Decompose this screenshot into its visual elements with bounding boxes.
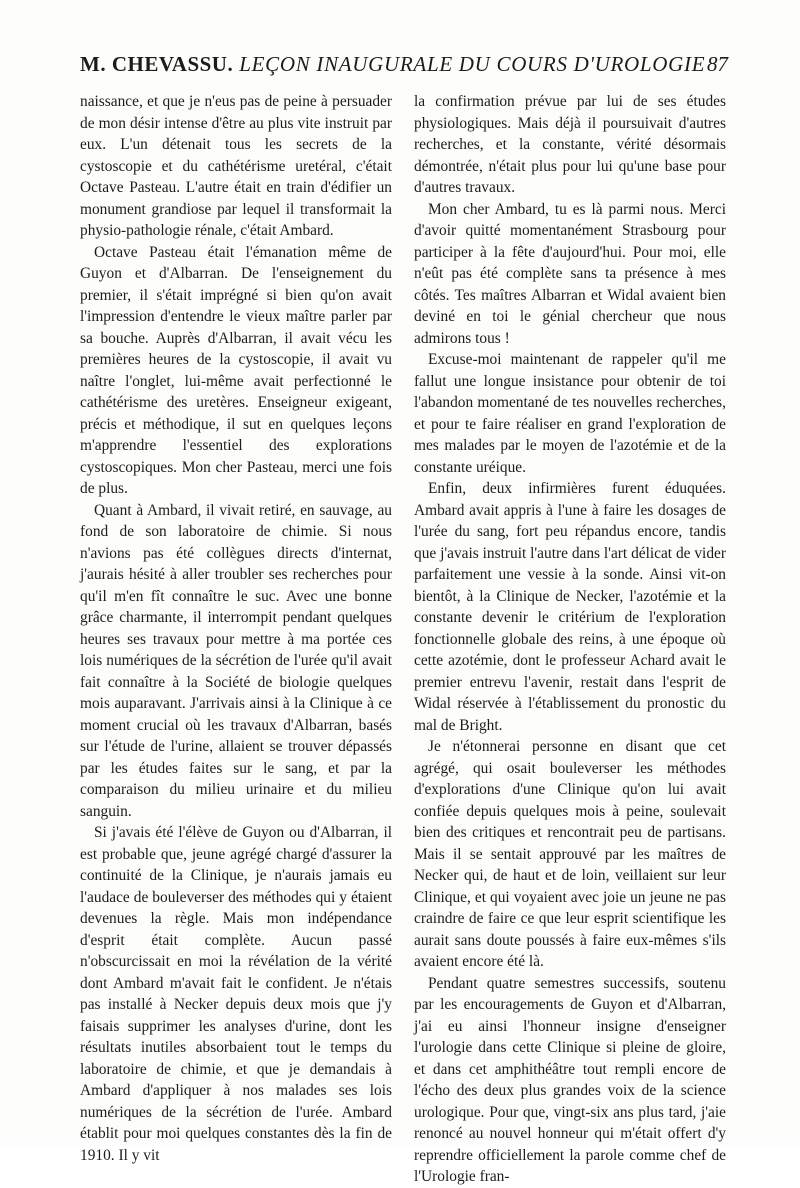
paragraph: la confirmation prévue par lui de ses études physiologiques. Mais déjà il poursuivait d'autres recherches, et la constante, vérité désormais démontrée, n'était plus pour lui qu'une base pour d'autres travaux. [414, 93, 726, 196]
left-column [80, 91, 392, 1164]
header-title: LEÇON INAUGURALE DU COURS D'UROLOGIE [239, 52, 706, 76]
paragraph: Enfin, deux infirmières furent éduquées. Ambard avait appris à l'une à faire les dosages de l'urée du sang, fort peu répandus encore, tandis que j'avais instruit l'autre dans l'art délicat de vider parfaitement une vessie à la sonde. Ainsi vit-on bientôt, à la Clinique de Necker, l'azotémie et la constante devenir le critérium de l'exploration fonctionnelle globale des reins, à une époque où cette azotémie, dont le professeur Achard avait le premier entrevu l'avenir, restait dans l'esprit de Widal réservée à l'établissement du pronostic du mal de Bright. [414, 480, 726, 734]
paragraph: Mon cher Ambard, tu es là parmi nous. Merci d'avoir quitté momentanément Strasbourg pour participer à la fête d'aujourd'hui. Pour moi, elle n'eût pas été complète sans ta présence à mes côtés. Tes maîtres Albarran et Widal avaient bien deviné en toi le génial chercheur que nous admirons tous ! [414, 200, 726, 347]
paragraph: Je n'étonnerai personne en disant que cet agrégé, qui osait bouleverser les méthodes d'explorations d'une Clinique qu'on lui avait confiée depuis quelques mois à peine, soulevait bien des critiques et rencontrait peu de partisans. Mais il se sentait approuvé par les maîtres de Necker qui, de haut et de loin, veillaient sur leur Clinique, et qui voyaient avec joie un jeune ne pas craindre de faire ce que leur esprit scientifique les aurait sans doute poussés à faire eux-mêmes s'ils avaient encore été là. [414, 738, 726, 970]
paragraph: Excuse-moi maintenant de rappeler qu'il me fallut une longue insistance pour obtenir de toi l'abandon momentané de tes nouvelles recherches, et pour te faire réaliser en grand l'exploration de mes malades par le moyen de l'azotémie et de la constante uréique. [414, 351, 726, 476]
paragraph: Octave Pasteau était l'émanation même de Guyon et d'Albarran. De l'enseignement du premier, il s'était imprégné si bien qu'on avait l'impression d'entendre le vieux maître parler par sa bouche. Auprès d'Albarran, il avait vécu les premières heures de la cystoscopie, il avait vu naître l'onglet, lui-même avait perfectionné le cathétérisme des uretères. Enseigneur exigeant, précis et méthodique, il sut en quelques leçons m'apprendre l'essentiel des explorations cystoscopiques. Mon cher Pasteau, merci une fois de plus. [80, 243, 392, 497]
paragraph: Si j'avais été l'élève de Guyon ou d'Albarran, il est probable que, jeune agrégé chargé d'assurer la continuité de la Clinique, je n'aurais jamais eu l'audace de bouleverser des méthodes qui y étaient devenues la règle. Mais mon indépendance d'esprit était complète. Aucun passé n'obscurcissait en moi la révélation de la vérité dont Ambard m'avait fait le confident. Je n'étais pas installé à Necker depuis deux mois que j'y faisais supprimer les analyses d'urine, dont les résultats inutiles absorbaient tout le temps du laboratoire de chimie, et que je demandais à Ambard d'appliquer à nos malades ses lois numériques de la sécrétion de l'urée. Ambard établit pour moi quelques constantes dès la fin de 1910. Il y vit [80, 824, 392, 1164]
running-head [80, 52, 728, 86]
right-column [414, 91, 726, 1185]
header-author: M. CHEVASSU. [80, 52, 234, 76]
page-number: 87 [707, 52, 728, 76]
paragraph: naissance, et que je n'eus pas de peine à persuader de mon désir intense d'être au plus vite instruit par eux. L'un détenait tous les secrets de la cystoscopie et du cathétérisme uretéral, c'était Octave Pasteau. L'autre était en train d'édifier un monument grandiose par lequel il transformait la physio-pathologie rénale, c'était Ambard. [80, 93, 392, 239]
paragraph: Pendant quatre semestres successifs, soutenu par les encouragements de Guyon et d'Albarran, j'ai eu ainsi l'honneur insigne d'enseigner l'urologie dans cette Clinique si pleine de gloire, et dans cet amphithéâtre tout rempli encore de l'écho des deux plus grandes voix de la science urologique. Pour que, vingt-six ans plus tard, j'aie renoncé au nouvel honneur qui m'était offert d'y reprendre officiellement la parole comme chef de l'Urologie fran- [414, 974, 726, 1185]
paragraph: Quant à Ambard, il vivait retiré, en sauvage, au fond de son laboratoire de chimie. Si nous n'avions pas été collègues directs d'internat, j'aurais hésité à aller troubler ses recherches pour qu'il m'en fît connaître le suc. Avec une bonne grâce charmante, il interrompit pendant quelques heures ses travaux pour mettre à ma portée ces lois numériques de la sécrétion de l'urée qu'il avait fait connaître à la Société de biologie quelques mois auparavant. J'arrivais ainsi à la Clinique à ce moment crucial où les travaux d'Albarran, basés sur l'étude de l'urine, allaient se trouver dépassés par les études faites sur le sang, et par la comparaison du milieu urinaire et du milieu sanguin. [80, 501, 392, 820]
